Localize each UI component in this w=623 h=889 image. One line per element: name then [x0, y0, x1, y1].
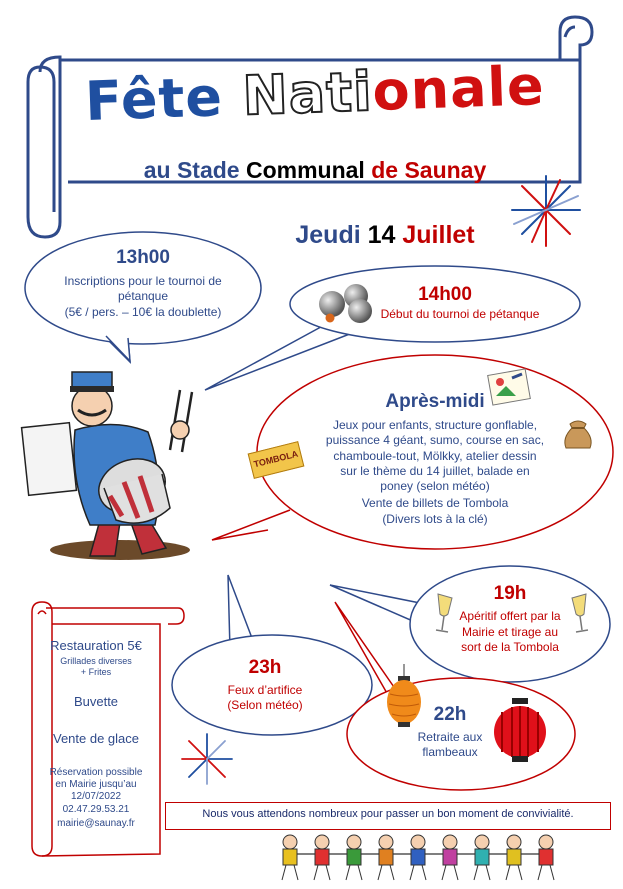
event-13h-time: 13h00	[116, 247, 170, 268]
event-19h-line1: Apéritif offert par la	[459, 609, 561, 623]
event-13h-line2: pétanque	[117, 289, 169, 303]
sidebar-glace: Vente de glace	[52, 731, 140, 746]
title-part-onale: onale	[371, 53, 546, 123]
event-19h-line3: sort de la Tombola	[461, 640, 559, 654]
apres-midi-line: poney (selon météo)	[380, 479, 490, 493]
event-19h-time: 19h	[493, 583, 527, 604]
sidebar-resa3: 12/07/2022	[70, 791, 122, 802]
title-part-fete: Fête	[84, 64, 244, 134]
apres-midi-line: puissance 4 géant, sumo, course en sac,	[325, 433, 545, 447]
sidebar-phone: 02.47.29.53.21	[62, 804, 130, 815]
event-23h-line2: (Selon météo)	[227, 698, 303, 712]
sidebar-buvette: Buvette	[73, 694, 119, 709]
event-apres-midi-title: Après-midi	[385, 391, 485, 412]
event-13h-line1: Inscriptions pour le tournoi de	[64, 274, 222, 288]
fireworks-bottom-icon	[178, 730, 236, 788]
lantern-red-icon	[492, 698, 548, 768]
closing-message: Nous vous attendons nombreux pour passer un bon moment de convivialité.	[202, 808, 574, 820]
sidebar-email[interactable]: mairie@saunay.fr	[57, 818, 135, 829]
apres-midi-line: sur le thème du 14 juillet, balade en	[340, 464, 530, 478]
subtitle-p2: Communal	[245, 157, 365, 183]
tombola-ticket-label: TOMBOLA	[252, 448, 300, 470]
subtitle-p1: au Stade	[143, 157, 246, 183]
event-23h-time: 23h	[248, 657, 282, 678]
date-p2: 14	[367, 221, 396, 249]
event-14h-time: 14h00	[418, 284, 472, 305]
date-p3: Juillet	[395, 221, 475, 249]
event-19h-line2: Mairie et tirage au	[461, 625, 559, 639]
sidebar-resto: Restauration 5€	[50, 638, 142, 653]
event-23h-line1: Feux d’artifice	[227, 683, 303, 697]
subtitle-p3: de Saunay	[364, 157, 487, 183]
event-13h-line3: (5€ / pers. – 10€ la doublette)	[64, 305, 222, 319]
date-p1: Jeudi	[295, 221, 368, 249]
event-14h-desc: Début du tournoi de pétanque	[380, 307, 540, 321]
sidebar-resa1: Réservation possible	[49, 767, 143, 778]
title-part-nati: Nati	[241, 60, 374, 128]
kids-holding-hands-illustration	[272, 832, 562, 884]
event-22h-time: 22h	[433, 704, 467, 725]
drummer-illustration	[20, 370, 210, 570]
apres-midi-line: Jeux pour enfants, structure gonflable,	[332, 418, 538, 432]
apres-midi-line: Vente de billets de Tombola	[361, 496, 509, 510]
event-22h-line2: flambeaux	[422, 745, 478, 759]
sidebar-grill1: Grillades diverses	[60, 656, 132, 666]
apres-midi-line: (Divers lots à la clé)	[382, 512, 488, 526]
apres-midi-line: chamboule-tout, Mölkky, atelier dessin	[333, 449, 537, 463]
event-22h-line1: Retraite aux	[417, 730, 483, 744]
sidebar-resa2: en Mairie jusqu’au	[55, 779, 137, 790]
sidebar-grill2: + Frites	[80, 667, 112, 677]
